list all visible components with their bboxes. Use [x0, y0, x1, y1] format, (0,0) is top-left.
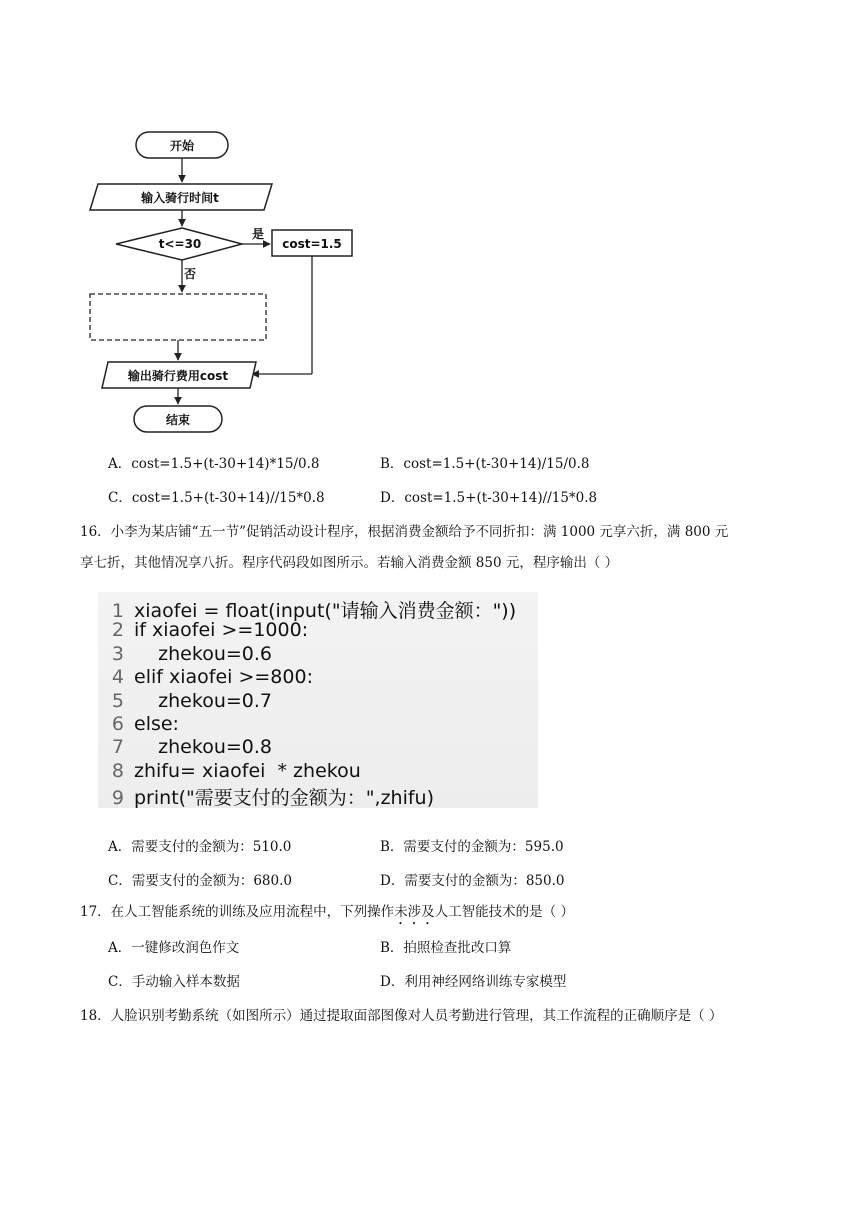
yes-label: 是 [252, 227, 265, 241]
q16-option-b: B．需要支付的金额为：595.0 [380, 839, 564, 855]
code-line [98, 783, 435, 810]
code-line [98, 760, 361, 784]
q17-option-a: A．一键修改润色作文 [108, 940, 240, 956]
code-line-number: 8 [111, 759, 124, 782]
code-line [98, 643, 272, 667]
q18-stem: 18．人脸识别考勤系统（如图所示）通过提取面部图像对人员考勤进行管理，其工作流程的正确顺序是（ ） [80, 1008, 723, 1024]
q15-option-d: D．cost=1.5+(t-30+14)//15*0.8 [380, 490, 598, 506]
end-label: 结束 [165, 413, 191, 427]
q17-stem-pre: 17．在人工智能系统的训练及应用流程中，下列操作 [80, 904, 395, 920]
q17-stem [80, 900, 574, 928]
code-line-text: print("需要支付的金额为：",zhifu) [134, 787, 435, 810]
q15-option-b: B．cost=1.5+(t-30+14)/15/0.8 [380, 456, 590, 472]
code-line-text: else: [134, 713, 179, 735]
q15-option-c: C．cost=1.5+(t-30+14)//15*0.8 [108, 490, 325, 506]
q16-stem-line1: 16．小李为某店铺“五一节”促销活动设计程序，根据消费金额给予不同折扣：满 1000 元享六折，满 800 元 [80, 524, 729, 540]
q17-option-b: B．拍照检查批改口算 [380, 940, 512, 956]
code-line [98, 619, 308, 643]
q17-option-c: C．手动输入样本数据 [108, 974, 240, 990]
flowchart-diagram [80, 120, 380, 440]
code-line-number: 5 [111, 689, 124, 712]
code-line-text: elif xiaofei >=800: [134, 666, 313, 689]
decision-label: t<=30 [158, 237, 202, 251]
q16-stem-line2: 享七折，其他情况享八折。程序代码段如图所示。若输入消费金额 850 元，程序输出（ ） [80, 555, 619, 571]
output-label: 输出骑行费用cost [127, 369, 229, 383]
code-line-number: 7 [111, 736, 124, 759]
start-label: 开始 [169, 139, 195, 153]
q16-option-d: D．需要支付的金额为：850.0 [380, 873, 565, 889]
code-line [98, 713, 179, 737]
code-line [98, 596, 516, 620]
assign-label: cost=1.5 [282, 237, 342, 251]
code-line-number: 1 [111, 600, 124, 622]
code-line [98, 690, 272, 714]
code-line-number: 4 [111, 666, 124, 689]
code-line-text: zhekou=0.7 [134, 689, 272, 712]
code-line-text: zhekou=0.8 [134, 736, 272, 759]
code-line-text: xiaofei = float(input("请输入消费金额：")) [134, 600, 517, 622]
code-line-number: 6 [111, 713, 124, 735]
q15-option-a: A．cost=1.5+(t-30+14)*15/0.8 [108, 456, 320, 472]
q17-stem-post: 人工智能技术的是（ ） [434, 904, 574, 920]
code-line-text: zhekou=0.6 [134, 642, 272, 665]
code-line [98, 666, 313, 690]
blank-dashed-box [90, 294, 266, 340]
code-line-text: if xiaofei >=1000: [134, 619, 309, 642]
code-line-number: 2 [111, 619, 124, 642]
code-snippet [98, 592, 538, 808]
code-line-number: 9 [111, 787, 124, 810]
code-line-text: zhifu= xiaofei * zhekou [134, 759, 361, 782]
input-label: 输入骑行时间t [141, 191, 219, 205]
q17-option-d: D．利用神经网络训练专家模型 [380, 974, 567, 990]
no-label: 否 [184, 267, 197, 281]
code-line [98, 736, 272, 760]
q16-option-a: A．需要支付的金额为：510.0 [108, 839, 292, 855]
q16-option-c: C．需要支付的金额为：680.0 [108, 873, 292, 889]
code-line-number: 3 [111, 642, 124, 665]
q17-stem-emphasis: 未涉及 [394, 904, 435, 920]
